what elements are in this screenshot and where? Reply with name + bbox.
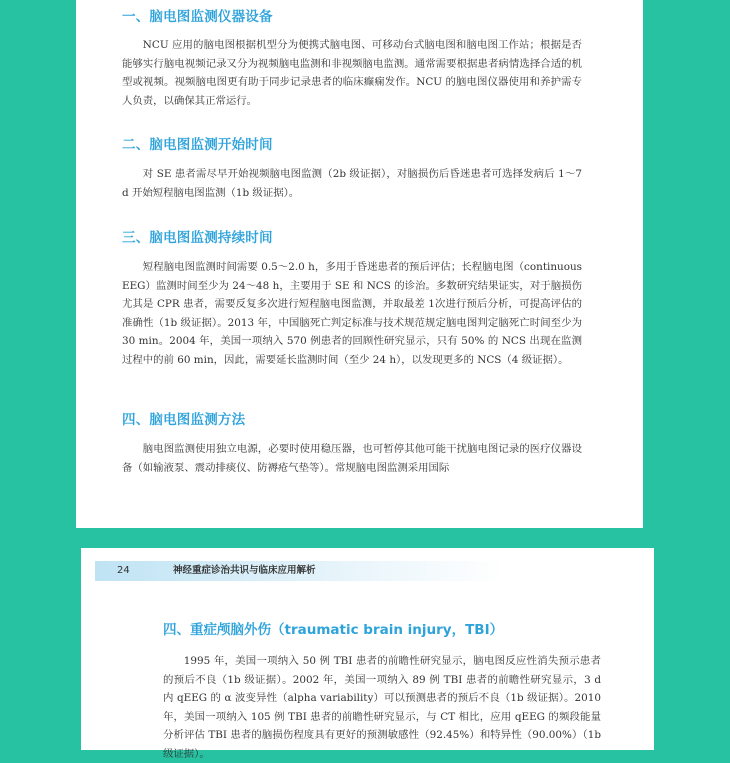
page-number: 24: [117, 565, 130, 576]
document-page-1: [76, 0, 643, 528]
document-page-2: [81, 548, 654, 760]
book-title: 神经重症诊治共识与临床应用解析: [173, 565, 316, 576]
section-paragraph-duration: 短程脑电图监测时间需要 0.5～2.0 h，多用于昏迷患者的预后评估；长程脑电图（continuous EEG）监测时间至少为 24～48 h，主要用于 SE 和 NCS 的诊治。多数研究结果证实，对于脑损伤尤其是 CPR 患者，需要反复多次进行短程脑电图监测，并取最差 1次进行预后分析，可提高评估的准确性（1b 级证据）。2013 年，中国脑死亡判定标准与技术规范规定脑电图判定脑死亡时间至少为 30 min。2004 年，美国一项纳入 570 例患者的回顾性研究显示，只有 50% 的 NCS 出现在监测过程中的前 60 min，因此，需要延长监测时间（至少 24 h），以发现更多的 NCS（4 级证据）。: [122, 261, 582, 366]
running-header: [95, 561, 505, 581]
section-heading-start-time: 二、脑电图监测开始时间: [122, 137, 273, 153]
section-heading-duration: 三、脑电图监测持续时间: [122, 230, 273, 246]
section-heading-method: 四、脑电图监测方法: [122, 412, 246, 428]
section-paragraph-start-time: 对 SE 患者需尽早开始视频脑电图监测（2b 级证据），对脑损伤后昏迷患者可选择发病后 1～7 d 开始短程脑电图监测（1b 级证据）。: [122, 168, 582, 199]
section-paragraph-method: 脑电图监测使用独立电源，必要时使用稳压器，也可暂停其他可能干扰脑电图记录的医疗仪器设备（如输液泵、震动排痰仪、防褥疮气垫等）。常规脑电图监测采用国际: [122, 443, 582, 474]
section-heading-tbi: 四、重症颅脑外伤（traumatic brain injury，TBI）: [163, 622, 504, 638]
section-paragraph-equipment: NCU 应用的脑电图根据机型分为便携式脑电图、可移动台式脑电图和脑电图工作站；根据是否能够实行脑电视频记录又分为视频脑电监测和非视频脑电监测。通常需要根据患者病情选择合适的机型或视频。视频脑电图更有助于同步记录患者的临床癫痫发作。NCU 的脑电图仪器使用和养护需专人负责，以确保其正常运行。: [122, 39, 582, 107]
section-heading-equipment: 一、脑电图监测仪器设备: [122, 9, 273, 25]
section-paragraph-tbi: 1995 年，美国一项纳入 50 例 TBI 患者的前瞻性研究显示，脑电图反应性消失预示患者的预后不良（1b 级证据）。2002 年，美国一项纳入 89 例 TBI 患者的前瞻性研究显示，3 d 内 qEEG 的 α 波变异性（alpha variability）可以预测患者的预后不良（1b 级证据）。2010 年，美国一项纳入 105 例 TBI 患者的前瞻性研究显示，与 CT 相比，应用 qEEG 的频段能量分析评估 TBI 患者的脑损伤程度具有更好的预测敏感性（92.45%）和特异性（90.00%）（1b 级证据）。: [163, 655, 601, 760]
